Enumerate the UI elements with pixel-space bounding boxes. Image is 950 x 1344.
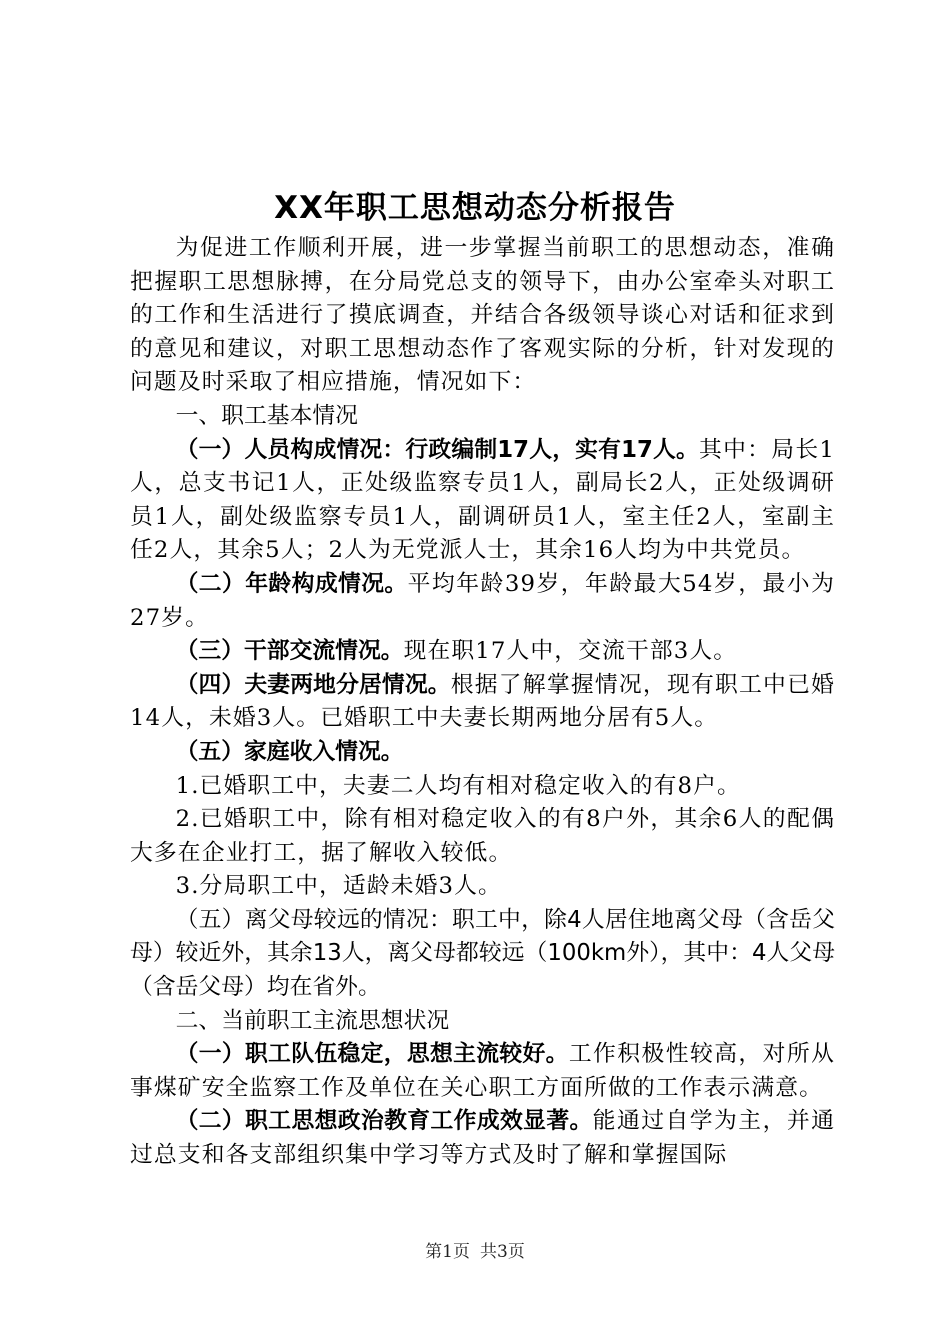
section-heading-2: 二、当前职工主流思想状况 [175, 1007, 450, 1034]
paragraph-text: 工作积极性较高，对所从事煤矿安全监察工作及单位在关心职工方面所做的工作表示满意。 [130, 1041, 836, 1101]
intro-paragraph: 为促进工作顺利开展，进一步掌握当前职工的思想动态，准确把握职工思想脉搏，在分局党总支的领导下，由办公室牵头对职工的工作和生活进行了摸底调查，并结合各级领导谈心对话和征求到的意见和建议，对职工思想动态作了客观实际的分析，针对发现的问题及时采取了相应措施，情况如下： [130, 235, 835, 396]
paragraph-lead: （四）夫妻两地分居情况。 [175, 671, 451, 698]
paragraph-lead: （一）人员构成情况：行政编制17人，实有17人。 [175, 436, 699, 463]
paragraph-team-stable [130, 1038, 835, 1105]
paragraph-income [130, 736, 835, 770]
paragraph-text: 其中：局长1人，总支书记1人，正处级监察专员1人，副局长2人，正处级调研员1人，副处级监察专员1人，副调研员1人，室主任2人，室副主任2人，其余5人；2人为无党派人士，其余16人均为中共党员。 [130, 436, 836, 564]
document-body [130, 232, 835, 1173]
paragraph-separation [130, 669, 835, 736]
list-item-1: 1.已婚职工中，夫妻二人均有相对稳定收入的有8户。 [175, 772, 741, 799]
list-item-2: 2.已婚职工中，除有相对稳定收入的有8户外，其余6人的配偶大多在企业打工，据了解收入较低。 [130, 806, 835, 866]
paragraph-distance-from-parents: （五）离父母较远的情况：职工中，除4人居住地离父母（含岳父母）较近外，其余13人，离父母都较远（100km外），其中：4人父母（含岳父母）均在省外。 [130, 906, 835, 1001]
paragraph-lead: （二）年龄构成情况。 [175, 570, 408, 597]
paragraph-text: 平均年龄39岁，年龄最大54岁，最小为27岁。 [130, 570, 835, 631]
paragraph-staff-composition [130, 434, 835, 568]
page-footer [0, 1240, 950, 1264]
paragraph-lead: （五）家庭收入情况。 [175, 738, 404, 765]
paragraph-lead: （一）职工队伍稳定，思想主流较好。 [175, 1041, 569, 1068]
list-item-3: 3.分局职工中，适龄未婚3人。 [175, 873, 502, 900]
paragraph-lead: （三）干部交流情况。 [175, 638, 404, 665]
page-number: 第1页 [425, 1242, 470, 1262]
paragraph-age-composition [130, 568, 835, 635]
paragraph-text: 现在职17人中，交流干部3人。 [403, 638, 738, 665]
paragraph-text: 能通过自学为主，并通过总支和各支部组织集中学习等方式及时了解和掌握国际 [130, 1108, 836, 1169]
paragraph-cadre-exchange [130, 635, 835, 669]
section-heading-1: 一、职工基本情况 [175, 402, 358, 429]
paragraph-political-education [130, 1105, 835, 1172]
document-title: XX年职工思想动态分析报告 [274, 190, 676, 226]
page-total: 共3页 [480, 1242, 525, 1262]
paragraph-lead: （二）职工思想政治教育工作成效显著。 [175, 1108, 593, 1135]
paragraph-text: 根据了解掌握情况，现有职工中已婚14人，未婚3人。已婚职工中夫妻长期两地分居有5人。 [130, 671, 836, 732]
